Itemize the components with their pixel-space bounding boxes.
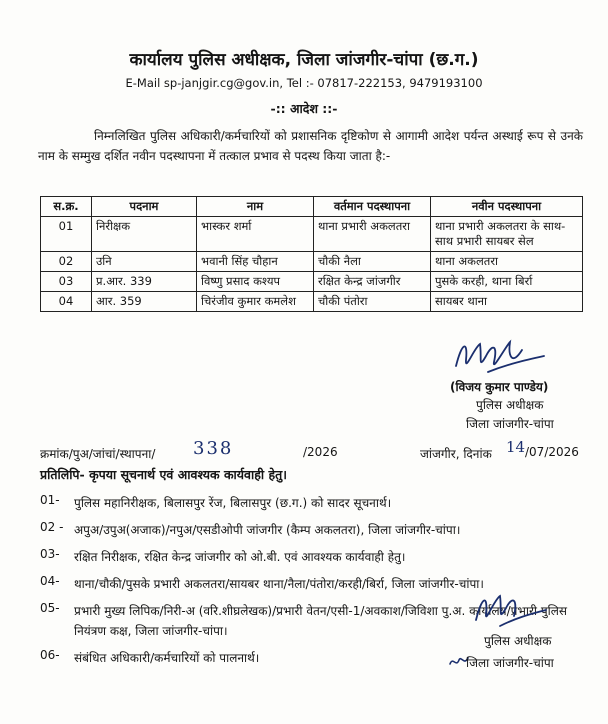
order-heading: -:: आदेश ::- — [270, 101, 338, 116]
order-intro: निम्नलिखित पुलिस अधिकारी/कर्मचारियों को प्रशासनिक दृष्टिकोण से आगामी आदेश पर्यन्त अस्थाई रूप से उनके नाम के सम्मुख दर्शित नवीन पदस्थापना में तत्काल प्रभाव से पदस्थ किया जाता है:- — [38, 129, 583, 163]
posting-table — [40, 196, 583, 312]
cell-name: विष्णु प्रसाद कश्यप — [197, 272, 314, 292]
table-row — [41, 292, 583, 312]
table-row — [41, 252, 583, 272]
date-day-handwritten: 14 — [506, 438, 526, 456]
cell-serial: 02 — [41, 252, 92, 272]
list-item-text: रक्षित निरीक्षक, रक्षित केन्द्र जांजगीर को ओ.बी. एवं आवश्यक कार्यवाही हेतु। — [74, 550, 406, 564]
list-item — [40, 520, 600, 540]
cell-serial: 04 — [41, 292, 92, 312]
list-item-number: 06- — [40, 648, 60, 662]
signatory-district: जिला जांजगीर-चांपा — [466, 417, 554, 431]
copy-heading: प्रतिलिपि- कृपया सूचनार्थ एवं आवश्यक कार्यवाही हेतु। — [40, 467, 287, 482]
cell-name: चिरंजीव कुमार कमलेश — [197, 292, 314, 312]
list-item — [40, 493, 600, 513]
table-header-row — [41, 197, 583, 217]
cell-current-posting: थाना प्रभारी अकलतरा — [314, 217, 431, 252]
office-title: कार्यालय पुलिस अधीक्षक, जिला जांजगीर-चांपा (छ.ग.) — [129, 50, 479, 70]
reference-year: /2026 — [303, 445, 338, 459]
contact-line: E-Mail sp-janjgir.cg@gov.in, Tel :- 07817-222153, 9479193100 — [125, 76, 483, 90]
signatory-designation-2: पुलिस अधीक्षक — [484, 634, 552, 648]
list-item-text: प्रभारी मुख्य लिपिक/निरी-अ (वरि.शीघ्रलेखक)/प्रभारी वेतन/एसी-1/अवकाश/जिविशा पु.अ. कार्यालय/प्रभारी पुलिस नियंत्रण कक्ष, जिला जांजगीर-चांपा। — [74, 604, 567, 638]
col-current-posting: वर्तमान पदस्थापना — [314, 197, 431, 217]
date-rest: /07/2026 — [525, 445, 579, 459]
signature-scribble-2 — [470, 588, 550, 632]
list-item-number: 02 - — [40, 520, 64, 534]
place-date-label: जांजगीर, दिनांक — [420, 447, 492, 461]
cell-current-posting: चौकी पंतोरा — [314, 292, 431, 312]
list-item-number: 01- — [40, 493, 60, 507]
list-item-text: अपुअ/उपुअ(अजाक)/नपुअ/एसडीओपी जांजगीर (कैम्प अकलतरा), जिला जांजगीर-चांपा। — [74, 523, 461, 537]
reference-number: 338 — [193, 438, 234, 459]
cell-new-posting: पुसके करही, थाना बिर्रा — [431, 272, 583, 292]
signatory-name: (विजय कुमार पाण्डेय) — [450, 380, 549, 394]
cell-designation: उनि — [92, 252, 197, 272]
list-item-number: 05- — [40, 601, 60, 615]
table-row — [41, 272, 583, 292]
cell-current-posting: चौकी नैला — [314, 252, 431, 272]
signature-scribble — [448, 336, 548, 380]
cell-designation: आर. 359 — [92, 292, 197, 312]
table-row — [41, 217, 583, 252]
list-item-text: संबंधित अधिकारी/कर्मचारियों को पालनार्थ। — [74, 651, 260, 665]
cell-new-posting: थाना प्रभारी अकलतरा के साथ-साथ प्रभारी सायबर सेल — [431, 217, 583, 252]
cell-serial: 03 — [41, 272, 92, 292]
col-serial: स.क्र. — [41, 197, 92, 217]
signatory-district-2: जिला जांजगीर-चांपा — [466, 656, 554, 670]
col-designation: पदनाम — [92, 197, 197, 217]
cell-new-posting: थाना अकलतरा — [431, 252, 583, 272]
list-item-text: पुलिस महानिरीक्षक, बिलासपुर रेंज, बिलासपुर (छ.ग.) को सादर सूचनार्थ। — [74, 496, 392, 510]
cell-name: भास्कर शर्मा — [197, 217, 314, 252]
list-item-text: थाना/चौकी/पुसके प्रभारी अकलतरा/सायबर थाना/नैला/पंतोरा/करही/बिर्रा, जिला जांजगीर-चांपा। — [74, 577, 484, 591]
list-item — [40, 547, 600, 567]
cell-name: भवानी सिंह चौहान — [197, 252, 314, 272]
cell-serial: 01 — [41, 217, 92, 252]
col-new-posting: नवीन पदस्थापना — [431, 197, 583, 217]
list-item-number: 03- — [40, 547, 60, 561]
reference-prefix: क्रमांक/पुअ/जांचां/स्थापना/ — [40, 447, 156, 461]
cell-designation: निरीक्षक — [92, 217, 197, 252]
cell-current-posting: रक्षित केन्द्र जांजगीर — [314, 272, 431, 292]
list-item-number: 04- — [40, 574, 60, 588]
signatory-designation: पुलिस अधीक्षक — [476, 398, 544, 412]
cell-new-posting: सायबर थाना — [431, 292, 583, 312]
cell-designation: प्र.आर. 339 — [92, 272, 197, 292]
col-name: नाम — [197, 197, 314, 217]
